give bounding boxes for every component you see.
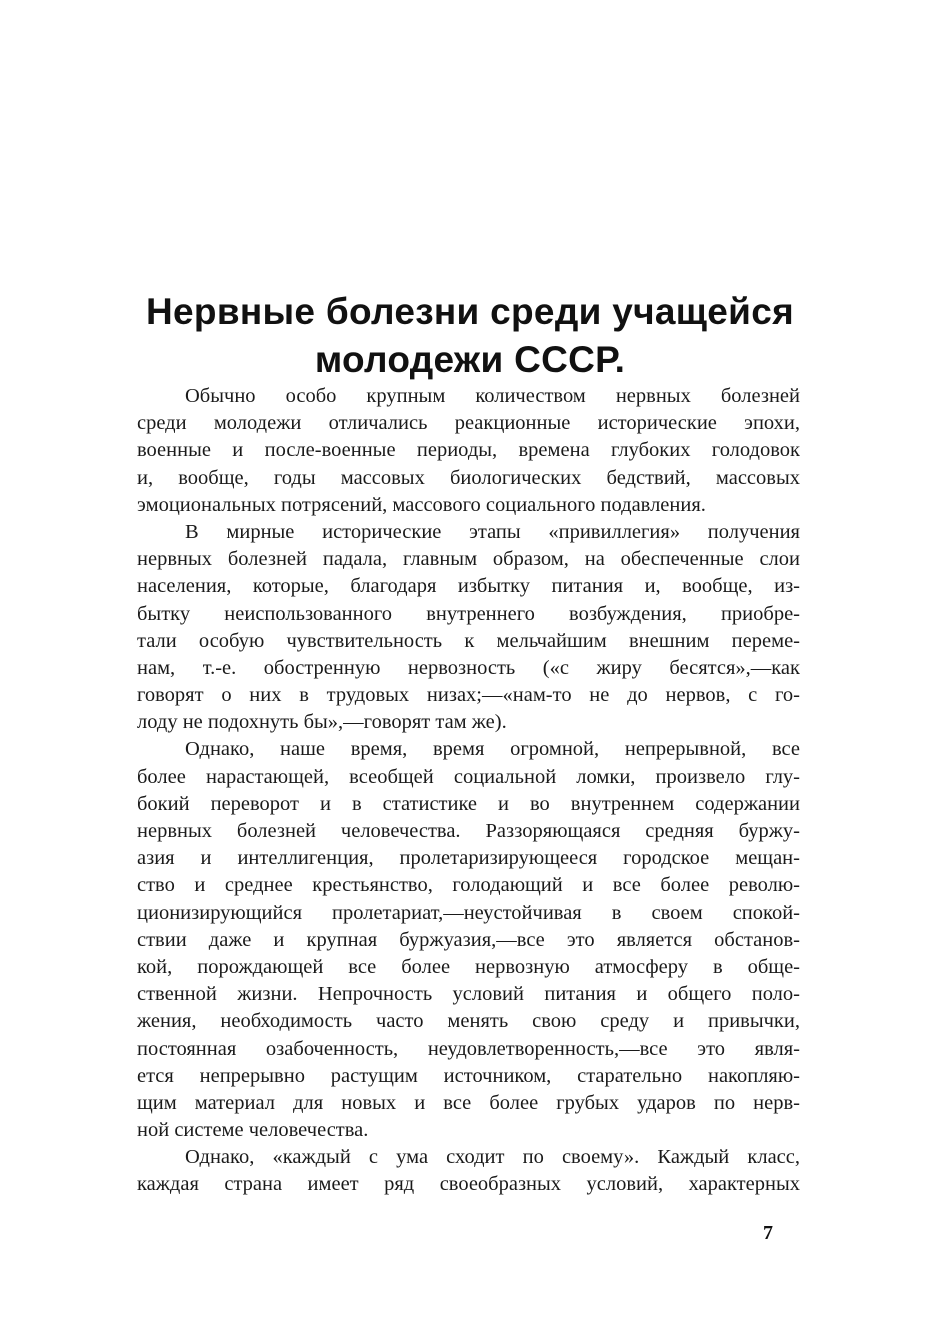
paragraph (137, 383, 800, 519)
text-line: Однако, «каждый с ума сходит по своему». Каждый класс, (185, 1146, 800, 1169)
text-line: ство и среднее крестьянство, голодающий и все более револю- (137, 874, 800, 897)
text-line: нервных болезней падала, главным образом, на обеспеченные слои (137, 548, 800, 571)
text-line: бокий переворот и в статистике и во внутреннем содержании (137, 792, 800, 815)
text-line: жения, необходимость часто менять свою среду и привычки, (137, 1010, 800, 1033)
text-line: нам, т.-е. обостренную нервозность («с жиру бесятся»,—как (137, 656, 800, 679)
paragraph (137, 519, 800, 737)
body-text (137, 383, 800, 1199)
text-line: говорят о них в трудовых низах;—«нам-то не до нервов, с го- (137, 684, 800, 707)
text-line: тали особую чувствительность к мельчайшим внешним переме- (137, 629, 800, 652)
text-line: Обычно особо крупным количеством нервных болезней (185, 385, 800, 407)
text-line: кой, порождающей все более нервозную атмосферу в обще- (137, 955, 800, 978)
text-line: ционизирующийся пролетариат,—неустойчивая в своем спокой- (137, 901, 800, 924)
text-line: ствии даже и крупная буржуазия,—все это является обстанов- (137, 928, 800, 951)
page-number: 7 (763, 1222, 773, 1244)
text-line: нервных болезней человечества. Раззоряющаяся средняя буржу- (137, 820, 800, 842)
text-line: лоду не подохнуть бы»,—говорят там же). (137, 711, 507, 734)
text-line: азия и интеллигенция, пролетаризирующееся городское мещан- (137, 847, 800, 870)
chapter-title (120, 288, 820, 384)
paragraph (137, 1144, 800, 1198)
text-line: и, вообще, годы массовых биологических бедствий, массовых (137, 466, 800, 489)
text-line: ственной жизни. Непрочность условий питания и общего поло- (137, 983, 800, 1006)
text-line: ной системе человечества. (137, 1119, 369, 1142)
text-line: каждая страна имеет ряд своеобразных условий, характерных (137, 1173, 800, 1196)
text-line: бытку неиспользованного внутреннего возбуждения, приобре- (137, 602, 800, 625)
text-line: более нарастающей, всеобщей социальной ломки, произвело глу- (137, 765, 800, 788)
text-line: постоянная озабоченность, неудовлетворенность,—все это явля- (137, 1037, 800, 1060)
text-line: ется непрерывно растущим источником, старательно накопляю- (137, 1064, 800, 1087)
paragraph (137, 736, 800, 1144)
chapter-title-line-1: Нервные болезни среди учащейся (146, 291, 794, 332)
text-line: эмоциональных потрясений, массового социального подавления. (137, 493, 706, 516)
text-line: среди молодежи отличались реакционные исторические эпохи, (137, 412, 800, 435)
text-line: военные и после-военные периоды, времена глубоких голодовок (137, 439, 800, 462)
text-line: В мирные исторические этапы «привиллегия» получения (185, 520, 800, 543)
text-line: щим материал для новых и все более грубых ударов по нерв- (137, 1091, 800, 1114)
text-line: населения, которые, благодаря избытку питания и, вообще, из- (137, 575, 800, 598)
chapter-title-line-2: молодежи СССР. (314, 339, 626, 380)
text-line: Однако, наше время, время огромной, непрерывной, все (185, 738, 800, 761)
